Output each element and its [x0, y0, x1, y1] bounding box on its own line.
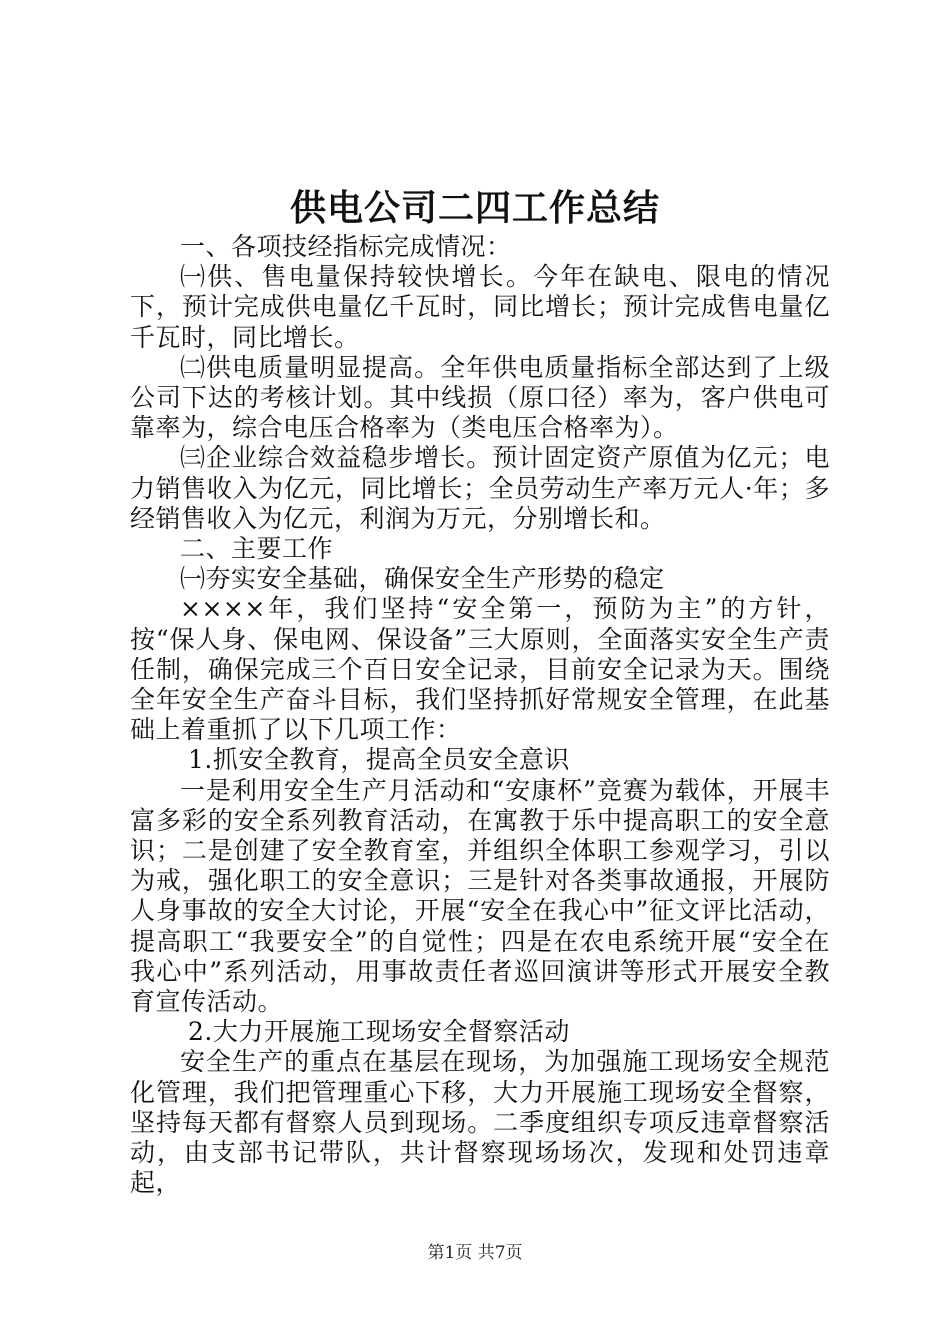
page-number-footer: 第1页 共7页 [427, 1243, 523, 1263]
paragraph-supply-quality: ㈡供电质量明显提高。全年供电质量指标全部达到了上级公司下达的考核计划。其中线损（原口径）率为，客户供电可靠率为，综合电压合格率为（类电压合格率为）。 [130, 352, 830, 443]
document-title: 供电公司二四工作总结 [289, 187, 660, 229]
paragraph-electricity-sales: ㈠供、售电量保持较快增长。今年在缺电、限电的情况下，预计完成供电量亿千瓦时，同比增长；预计完成售电量亿千瓦时，同比增长。 [130, 262, 830, 352]
section-heading-indicators: 一、各项技经指标完成情况： [180, 232, 512, 261]
paragraph-safety-policy: ××××年，我们坚持“安全第一，预防为主”的方针，按“保人身、保电网、保设备”三大原则，全面落实安全生产责任制，确保完成三个百日安全记录，目前安全记录为天。围绕全年安全生产奋斗目标，我们坚持抓好常规安全管理，在此基础上着重抓了以下几项工作： [130, 594, 830, 745]
item-heading-safety-education: 1.抓安全教育，提高全员安全意识 [188, 745, 570, 775]
item-heading-site-inspection: 2.大力开展施工现场安全督察活动 [188, 1017, 570, 1047]
paragraph-safety-education: 一是利用安全生产月活动和“安康杯”竞赛为载体，开展丰富多彩的安全系列教育活动，在寓教于乐中提高职工的安全意识；二是创建了安全教育室，并组织全体职工参观学习，引以为戒，强化职工的安全意识；三是针对各类事故通报，开展防人身事故的安全大讨论，开展“安全在我心中”征文评比活动，提高职工“我要安全”的自觉性；四是在农电系统开展“安全在我心中”系列活动，用事故责任者巡回演讲等形式开展安全教育宣传活动。 [130, 775, 830, 1017]
document-body [130, 232, 830, 1199]
subheading-safety-foundation: ㈠夯实安全基础，确保安全生产形势的稳定 [180, 564, 665, 594]
paragraph-site-inspection: 安全生产的重点在基层在现场，为加强施工现场安全规范化管理，我们把管理重心下移，大力开展施工现场安全督察，坚持每天都有督察人员到现场。二季度组织专项反违章督察活动，由支部书记带队，共计督察现场场次，发现和处罚违章起， [130, 1047, 830, 1198]
paragraph-economic-benefit: ㈢企业综合效益稳步增长。预计固定资产原值为亿元；电力销售收入为亿元，同比增长；全员劳动生产率万元人·年；多经销售收入为亿元，利润为万元，分别增长和。 [130, 443, 830, 533]
section-heading-main-work: 二、主要工作 [180, 534, 334, 564]
